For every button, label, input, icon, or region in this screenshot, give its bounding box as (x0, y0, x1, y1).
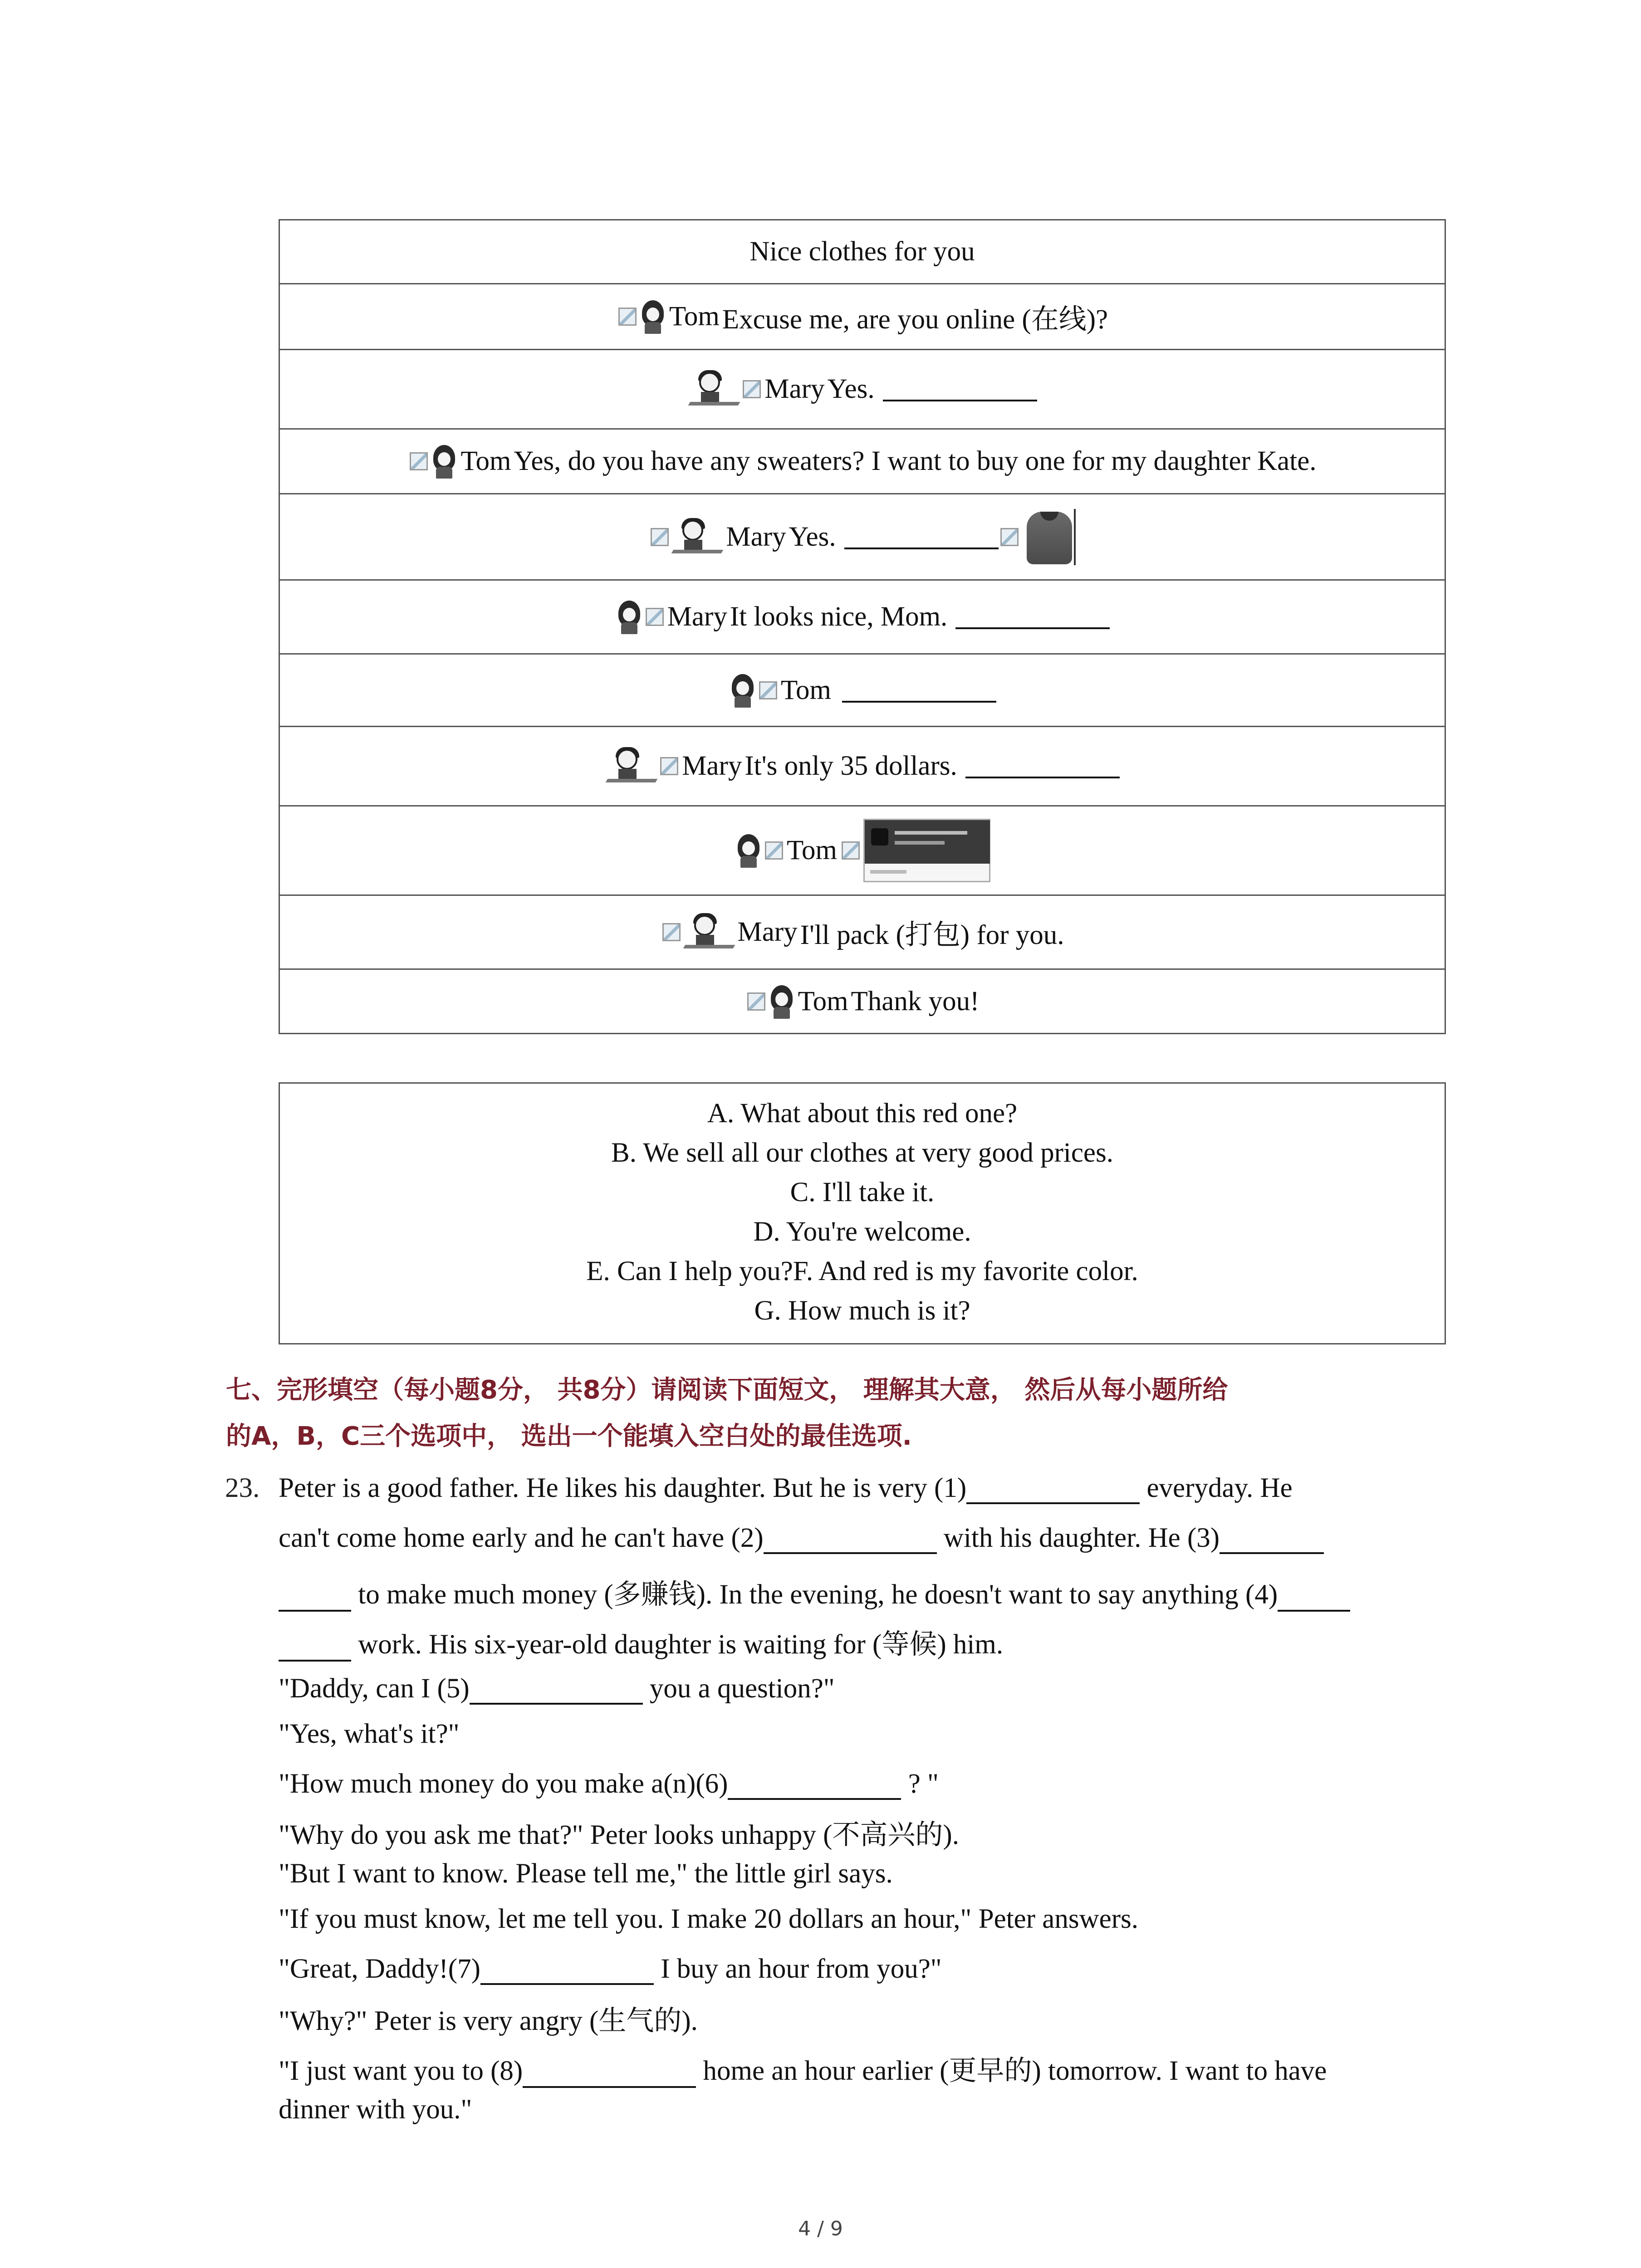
dialogue-row (280, 653, 1445, 726)
tom-avatar-icon (736, 833, 761, 868)
dialogue-row (280, 349, 1445, 428)
option-a: A. What about this red one? (707, 1098, 1018, 1129)
payment-screenshot-icon (863, 819, 990, 882)
passage-line: "If you must know, let me tell you. I make 20 dollars an hour," Peter answers. (279, 1904, 1139, 1934)
mary-avatar-icon (684, 913, 734, 951)
passage-line (279, 1472, 1293, 1504)
passage-text: home an hour earlier (更早的) tomorrow. I want to have (696, 2056, 1327, 2086)
blank-4-cont (279, 1636, 351, 1662)
broken-image-icon (662, 923, 681, 941)
passage-text: to make much money (多赚钱). In the evening, he doesn't want to say anything (4) (351, 1579, 1278, 1610)
passage-text: I buy an hour from you?" (653, 1954, 942, 1984)
option-e-f: E. Can I help you?F. And red is my favorite color. (586, 1256, 1138, 1286)
dialogue-title: Nice clothes for you (749, 236, 975, 267)
option-b: B. We sell all our clothes at very good prices. (611, 1138, 1113, 1168)
passage-line: dinner with you." (279, 2094, 472, 2125)
passage-line (279, 1622, 1003, 1662)
dialogue-text: It's only 35 dollars. (745, 751, 957, 781)
speaker-name: Mary (726, 521, 786, 552)
passage-text: ? " (901, 1769, 939, 1799)
broken-image-icon (759, 681, 777, 699)
dialogue-row (280, 493, 1445, 579)
answer-blank (965, 754, 1120, 778)
dialogue-text: Yes, do you have any sweaters? I want to buy one for my daughter Kate. (514, 446, 1317, 476)
section-heading-line1: 七、完形填空（每小题8分， 共8分）请阅读下面短文， 理解其大意， 然后从每小题所给 (226, 1375, 1228, 1405)
dialogue-row (280, 283, 1445, 349)
blank-8 (523, 2063, 696, 2088)
dialogue-text: Excuse me, are you online (在线)? (722, 304, 1108, 335)
broken-image-icon (842, 841, 860, 860)
dialogue-text: Thank you! (851, 986, 980, 1017)
answer-blank (844, 525, 999, 549)
broken-image-icon (1000, 528, 1019, 546)
broken-image-icon (743, 380, 761, 398)
dialogue-text: Yes. (827, 374, 875, 404)
speaker-name: Tom (669, 301, 720, 332)
blank-5 (470, 1679, 643, 1705)
passage-text: Peter is a good father. He likes his daughter. But he is very (1) (279, 1473, 967, 1503)
tom-avatar-icon (769, 984, 794, 1019)
speaker-name: Tom (798, 986, 848, 1017)
broken-image-icon (646, 608, 664, 626)
passage-text: with his daughter. He (3) (936, 1523, 1220, 1553)
passage-text: work. His six-year-old daughter is waiting for (等候) him. (351, 1629, 1004, 1660)
dialogue-text: It looks nice, Mom. (730, 601, 948, 632)
blank-3 (1220, 1529, 1324, 1554)
speaker-name: Mary (667, 601, 727, 632)
mary-avatar-icon (672, 518, 722, 556)
passage-line (279, 2048, 1327, 2088)
blank-6 (728, 1774, 901, 1800)
passage-line (279, 1572, 1350, 1612)
passage-text: "Great, Daddy!(7) (279, 1954, 480, 1984)
dialogue-row (280, 428, 1445, 493)
passage-text: "Daddy, can I (5) (279, 1673, 470, 1704)
dialogue-text: Yes. (789, 521, 836, 552)
dialogue-text: I'll pack (打包) for you. (800, 919, 1064, 950)
passage-line: "But I want to know. Please tell me," the little girl says. (279, 1858, 893, 1889)
tom-avatar-icon (730, 673, 755, 708)
passage-line: "Why do you ask me that?" Peter looks unhappy (不高兴的). (279, 1820, 959, 1850)
dialogue-row (280, 726, 1445, 805)
passage-text: "How much money do you make a(n)(6) (279, 1769, 728, 1799)
answer-blank (883, 377, 1037, 401)
dialogue-row (280, 894, 1445, 968)
option-d: D. You're welcome. (753, 1217, 971, 1247)
mary-avatar-icon (689, 370, 739, 408)
page-number: 4 / 9 (798, 2217, 843, 2240)
option-g: G. How much is it? (754, 1295, 970, 1326)
blank-3-cont (279, 1586, 351, 1612)
options-box (279, 1082, 1446, 1344)
broken-image-icon (651, 528, 669, 546)
speaker-name: Tom (781, 675, 831, 705)
speaker-name: Tom (787, 835, 837, 865)
dialogue-row (280, 579, 1445, 653)
dialogue-row (280, 968, 1445, 1033)
passage-line: "Why?" Peter is very angry (生气的). (279, 2006, 698, 2036)
passage-line (279, 1768, 939, 1800)
dialogue-table (279, 219, 1446, 1034)
answer-blank (842, 678, 996, 703)
mary-avatar-icon (607, 747, 656, 785)
dialogue-row (280, 805, 1445, 894)
tom-avatar-icon (617, 600, 642, 634)
question-number: 23. (225, 1473, 260, 1503)
passage-line: "Yes, what's it?" (279, 1719, 460, 1749)
option-c: C. I'll take it. (790, 1177, 935, 1207)
speaker-name: Mary (682, 751, 742, 781)
speaker-name: Mary (764, 374, 825, 404)
sweater-icon (1022, 509, 1076, 565)
broken-image-icon (410, 452, 428, 470)
broken-image-icon (765, 841, 783, 860)
blank-7 (480, 1960, 654, 1985)
tom-avatar-icon (640, 299, 666, 334)
passage-text: you a question?" (642, 1673, 835, 1704)
dialogue-title-row (280, 220, 1445, 283)
blank-4 (1278, 1586, 1350, 1612)
passage-text: "I just want you to (8) (279, 2056, 523, 2086)
passage-line (279, 1522, 1324, 1554)
speaker-name: Tom (460, 446, 511, 476)
speaker-name: Mary (737, 917, 798, 947)
passage-text: can't come home early and he can't have (2) (279, 1523, 764, 1553)
broken-image-icon (660, 757, 678, 775)
broken-image-icon (618, 308, 637, 326)
passage-text: everyday. He (1140, 1473, 1293, 1503)
passage-line (279, 1673, 835, 1705)
passage-line (279, 1953, 942, 1985)
broken-image-icon (747, 992, 765, 1011)
answer-blank (955, 605, 1110, 629)
blank-2 (764, 1529, 937, 1554)
section-heading-line2: 的A，B，C三个选项中， 选出一个能填入空白处的最佳选项. (226, 1422, 912, 1451)
blank-1 (966, 1479, 1140, 1504)
tom-avatar-icon (431, 444, 457, 479)
